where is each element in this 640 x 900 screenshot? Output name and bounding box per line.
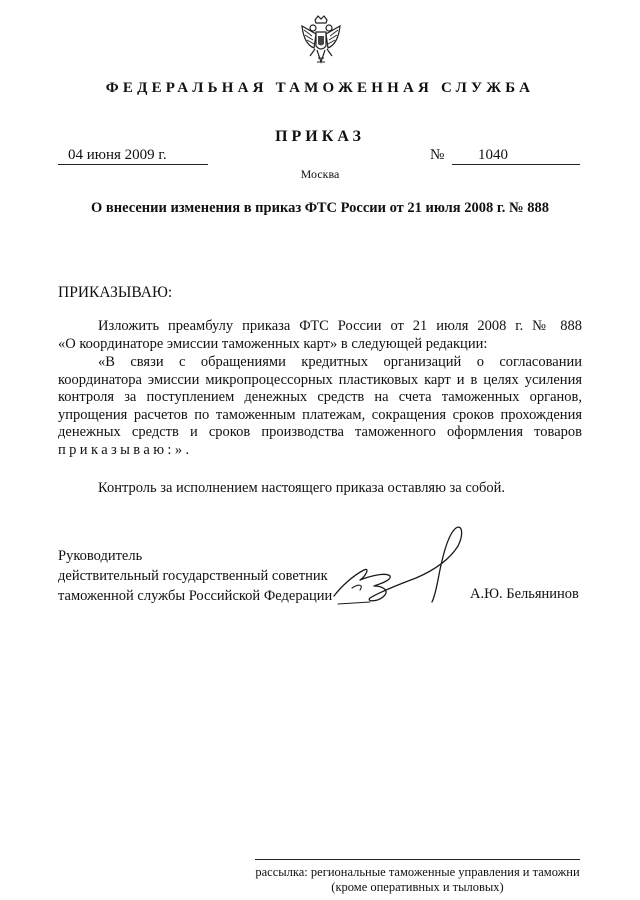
order-subject: О внесении изменения в приказ ФТС России от 21 июля 2008 г. № 888	[91, 200, 549, 216]
order-number	[452, 146, 580, 165]
position-line: Руководитель	[58, 548, 143, 564]
paragraph-1-line: «О координаторе эмиссии таможенных карт» в следующей редакции:	[58, 335, 488, 352]
position-line: действительный государственный советник	[58, 568, 328, 584]
coat-of-arms-icon	[298, 14, 344, 70]
paragraph-2	[58, 354, 582, 460]
paragraph-1-line: Изложить преамбулу приказа ФТС России от 21 июля 2008 г. № 888	[98, 318, 582, 334]
handwritten-signature	[330, 518, 480, 618]
paragraph-2-line: денежных средств и сроков производства таможенного оформления товаров	[58, 424, 582, 441]
order-number-value: 1040	[478, 147, 508, 163]
order-date: 04 июня 2009 г.	[58, 146, 208, 165]
paragraph-2-line: «В связи с обращениями кредитных организаций о согласовании	[98, 354, 582, 370]
distribution-list	[255, 865, 580, 895]
signatory-name: А.Ю. Бельянинов	[470, 586, 579, 602]
paragraph-2-line: упрощения расчетов по таможенным платежам, сокращения сроков прохождения	[58, 406, 582, 423]
signatory-position	[58, 546, 332, 606]
position-line: таможенной службы Российской Федерации	[58, 588, 333, 604]
order-number-sign: №	[430, 147, 445, 163]
agency-name: ФЕДЕРАЛЬНАЯ ТАМОЖЕННАЯ СЛУЖБА	[105, 80, 535, 96]
distribution-line: (кроме оперативных и тыловых)	[331, 880, 504, 894]
paragraph-2-line: контроля за поступлением денежных средств на счета таможенных органов,	[58, 389, 582, 406]
distribution-divider	[255, 859, 580, 860]
paragraph-2-line: координатора эмиссии микропроцессорных пластиковых карт и в целях усиления	[58, 371, 582, 388]
control-clause: Контроль за исполнением настоящего приказа оставляю за собой.	[98, 480, 506, 496]
paragraph-1	[58, 318, 582, 353]
order-city: Москва	[300, 167, 340, 181]
decree-heading: ПРИКАЗЫВАЮ:	[58, 284, 173, 301]
order-title: ПРИКАЗ	[275, 128, 365, 145]
paragraph-2-line: приказываю:».	[58, 441, 193, 458]
distribution-line: рассылка: региональные таможенные управления и таможни	[255, 865, 580, 879]
